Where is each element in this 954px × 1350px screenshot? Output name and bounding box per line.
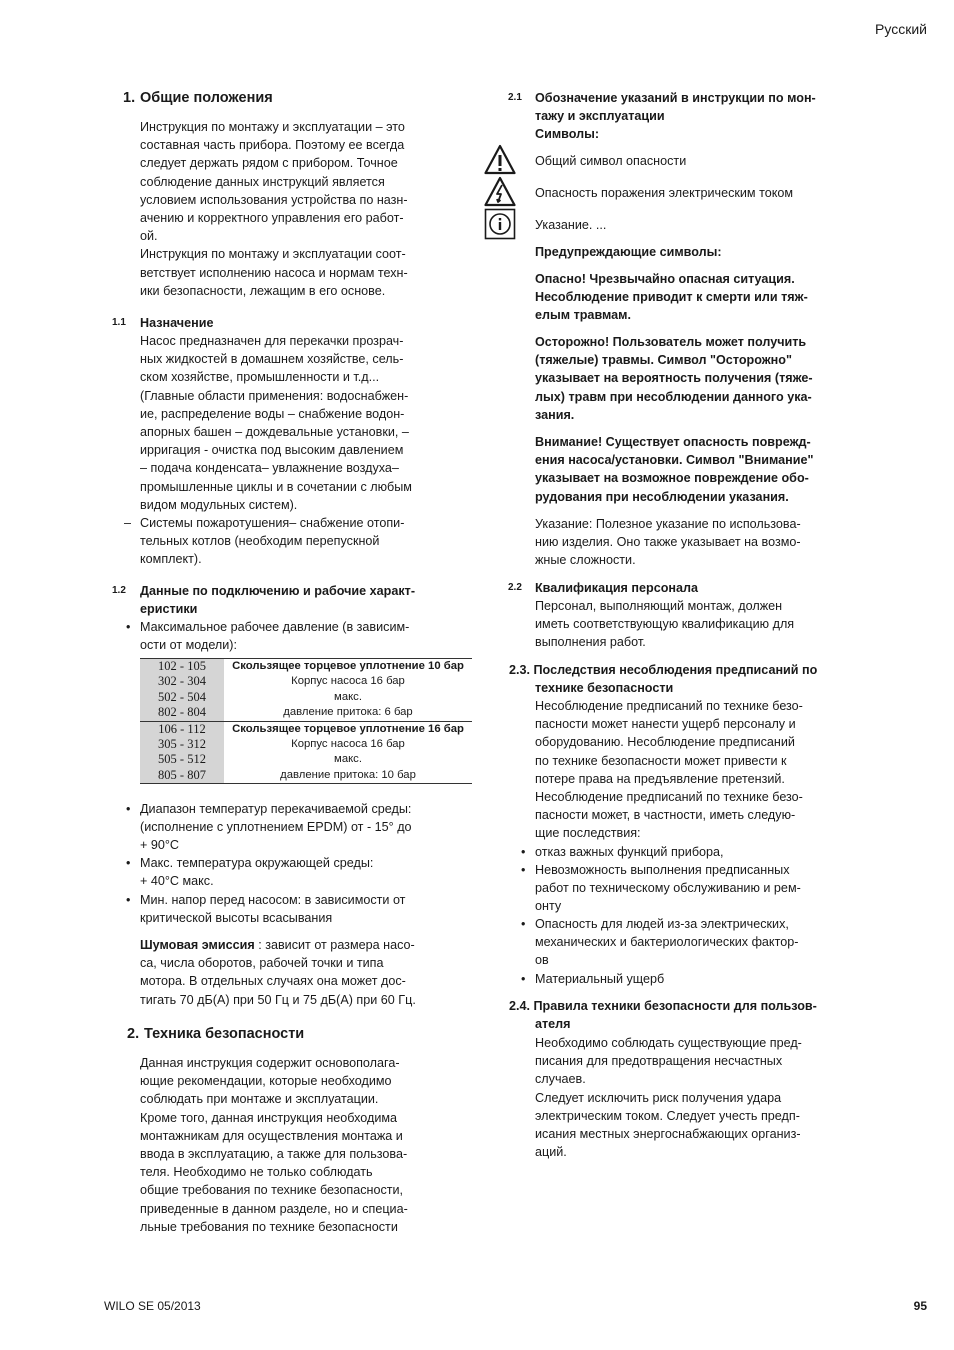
text-line: (тяжелые) травмы. Символ "Осторожно" (535, 353, 792, 368)
model-range-cell: 802 - 804 (140, 705, 224, 721)
text-line: ввода в эксплуатацию, а также для пользова- (140, 1147, 408, 1162)
table-row (140, 721, 472, 737)
text-line: теля. Необходимо не только соблюдать (140, 1165, 373, 1180)
dash-marker: – (124, 516, 132, 530)
text-line: (Главные области применения: водоснабжен- (140, 388, 409, 403)
text-line: Опасность для людей из-за электрических, (535, 917, 789, 931)
bullet-marker: • (126, 620, 131, 634)
section-title: Общие положения (140, 90, 273, 106)
text-line: аций. (535, 1145, 567, 1160)
text-line: са, числа оборотов, рабочей точки и типа (140, 956, 384, 971)
text-line: писания для предотвращения несчастных (535, 1054, 783, 1069)
bullet-marker: • (521, 863, 526, 877)
text-line: ения насоса/установки. Символ "Внимание" (535, 453, 814, 468)
text-line: ирригация - очистка под высоким давлением (140, 443, 404, 458)
section-2-1-heading (508, 89, 816, 144)
text-line: Системы пожаротушения– снабжение отопи- (140, 516, 405, 530)
spec-description-cell: давление притока: 6 бар (224, 705, 472, 721)
text-line: условием использования устройства по назн- (140, 192, 408, 207)
section-number: 1.1 (112, 317, 126, 328)
noise-label: Шумовая эмиссия (140, 938, 255, 952)
text-line: исания местных энергоснабжающих организ- (535, 1127, 801, 1142)
section-1-1-heading (112, 314, 214, 332)
warning-symbols-title: Предупреждающие символы: (535, 245, 722, 259)
text-line: промышленные циклы и в сочетании с любым (140, 479, 412, 494)
table-row (140, 752, 472, 767)
section-title-line: тажу и эксплуатации (535, 109, 665, 124)
table-row (140, 705, 472, 721)
model-range-cell: 502 - 504 (140, 690, 224, 705)
text-line: пасности может нанести ущерб персоналу и (535, 717, 796, 732)
section-title-line: еристики (140, 602, 198, 617)
text-line: ском хозяйстве, промышленности и т.д... (140, 370, 380, 385)
text-line: ных жидкостей в домашнем хозяйстве, сель- (140, 352, 404, 367)
text-line: Материальный ущерб (535, 972, 665, 986)
text-line: Следует исключить риск получения удара (535, 1090, 782, 1105)
note-text (535, 515, 801, 570)
spec-description-cell: макс. (334, 753, 362, 766)
bullet-item (126, 854, 374, 890)
text-line: ов (535, 953, 549, 968)
section-title-line: 2.3. Последствия несоблюдения предписаний по (509, 663, 818, 677)
text-line: Несоблюдение приводит к смерти или тяж- (535, 290, 808, 305)
model-range-cell: 505 - 512 (140, 752, 224, 767)
text-line: Насос предназначен для перекачки прозрач- (140, 334, 404, 348)
section-number: 2. (127, 1026, 140, 1042)
text-line: ики безопасности, лежащим в его основе. (140, 283, 386, 298)
bullet-item (521, 843, 724, 861)
text-line: жные сложности. (535, 553, 636, 568)
model-range-cell: 102 - 105 (140, 659, 224, 675)
section-2-2-text (535, 597, 794, 652)
bullet-item (521, 861, 801, 916)
text-line: пасности может, в частности, иметь следую- (535, 808, 796, 823)
text-line: механических и бактериологических фактор- (535, 935, 799, 950)
symbol-description: Указание. ... (535, 218, 607, 232)
text-line: ой. (140, 229, 158, 244)
text-line: Осторожно! Пользователь может получить (535, 335, 807, 349)
table-row (140, 737, 472, 752)
text-line: работ по техническому обслуживанию и рем- (535, 881, 801, 896)
section-1-1-text (140, 332, 412, 514)
text-line: следует держать рядом с прибором. Точное (140, 156, 398, 171)
page-number: 95 (913, 1299, 927, 1313)
section-title-line: 2.4. Правила техники безопасности для пользов- (509, 999, 817, 1013)
electric-hazard-icon (484, 176, 516, 208)
table-row (140, 690, 472, 705)
model-range-cell: 305 - 312 (140, 737, 224, 752)
section-title: Техника безопасности (144, 1026, 305, 1042)
bullet-marker: • (126, 893, 131, 907)
text-line: льные требования по технике безопасности (140, 1219, 398, 1234)
spec-description-cell: макс. (334, 690, 362, 703)
section-title-line: Символы: (535, 127, 600, 142)
text-line: – подача конденсата– увлажнение воздуха– (140, 461, 399, 476)
text-line: видом модульных систем). (140, 497, 298, 512)
caution-text (535, 333, 813, 424)
language-label: Русский (875, 21, 927, 37)
text-line: оборудованию. Несоблюдение предписаний (535, 735, 795, 750)
section-number: 1. (123, 90, 136, 106)
text-line: ие, распределение воды – снабжение водон- (140, 406, 405, 421)
text-line: отказ важных функций прибора, (535, 845, 724, 859)
text-line: лых) травм при несоблюдении данного ука- (535, 389, 812, 404)
section-title-line: Обозначение указаний в инструкции по мон- (535, 91, 816, 105)
spec-description-cell: Корпус насоса 16 бар (291, 738, 405, 751)
text-line: Невозможность выполнения предписанных (535, 863, 790, 877)
bullet-item (126, 891, 406, 927)
table-row (140, 768, 472, 784)
section-number: 2.1 (508, 92, 522, 103)
section-1-text (140, 118, 408, 300)
warning-triangle-icon (484, 144, 516, 176)
text-line: критической высоты всасывания (140, 911, 333, 926)
bullet-marker: • (126, 856, 131, 870)
text-line: Внимание! Существует опасность поврежд- (535, 435, 811, 449)
bullet-item (521, 915, 799, 970)
text-line: соблюдение данных инструкций является (140, 174, 385, 189)
bullet-marker: • (521, 972, 526, 986)
info-icon (484, 208, 516, 240)
text-line: Кроме того, данная инструкция необходима (140, 1110, 398, 1125)
bullet-marker: • (521, 845, 526, 859)
text-line: щие последствия: (535, 826, 641, 841)
text-line: ачению и корректного управления его работ- (140, 211, 404, 226)
spec-description-cell: давление притока: 10 бар (224, 768, 472, 784)
text-line: елым травмам. (535, 308, 631, 323)
text-line: указывает на вероятность получения (тяже- (535, 371, 813, 386)
text-line: Диапазон температур перекачиваемой среды: (140, 802, 412, 816)
text-line: онту (535, 899, 562, 914)
text-line: Персонал, выполняющий монтаж, должен (535, 599, 783, 613)
text-line: тигать 70 дБ(A) при 50 Гц и 75 дБ(A) при 60 Гц. (140, 992, 416, 1007)
table-row (140, 674, 472, 689)
noise-emission-text (140, 936, 416, 1009)
model-range-cell: 805 - 807 (140, 768, 224, 784)
section-2-heading (127, 1025, 305, 1043)
text-line: + 90°C (140, 838, 179, 853)
text-line: по технике безопасности может привести к (535, 753, 787, 768)
footer-company: WILO SE 05/2013 (104, 1299, 201, 1313)
bullet-marker: • (521, 917, 526, 931)
section-2-3-text (535, 697, 803, 843)
section-2-3-heading (509, 661, 817, 697)
text-line: ветствует исполнению насоса и нормам техн- (140, 265, 408, 280)
text-line: мотора. В отдельных случаях она может дос- (140, 974, 406, 989)
text-line: + 40°C макс. (140, 874, 214, 889)
section-number: 1.2 (112, 585, 126, 596)
text-line: выполнения работ. (535, 635, 646, 650)
bullet-item (126, 618, 410, 654)
text-line: случаев. (535, 1072, 586, 1087)
text-line: Указание: Полезное указание по использова- (535, 517, 801, 531)
text-line: : зависит от размера насо- (254, 938, 415, 952)
text-line: монтажникам для осуществления монтажа и (140, 1128, 403, 1143)
text-line: Инструкция по монтажу и эксплуатации соот- (140, 247, 406, 262)
section-number: 2.2 (508, 582, 522, 593)
pressure-table (140, 658, 472, 784)
text-line: приведенные в данном разделе, но и специа- (140, 1201, 408, 1216)
text-line: указывает на возможное повреждение обо- (535, 471, 809, 486)
text-line: общие требования по технике безопасности, (140, 1183, 404, 1198)
spec-description-cell: Скользящее торцевое уплотнение 10 бар (224, 659, 472, 675)
text-line: (исполнение с уплотнением EPDM) от - 15° до (140, 820, 412, 835)
section-title-line: Данные по подключению и рабочие характ- (140, 584, 416, 598)
model-range-cell: 106 - 112 (140, 721, 224, 737)
text-line: электрическим током. Следует учесть предп- (535, 1108, 800, 1123)
spec-description-cell: Корпус насоса 16 бар (291, 675, 405, 688)
text-line: Данная инструкция содержит основополага- (140, 1056, 400, 1070)
text-line: соблюдать при монтаже и эксплуатации. (140, 1092, 379, 1107)
dash-list-item (124, 514, 405, 569)
text-line: комплект). (140, 552, 202, 567)
text-line: Опасно! Чрезвычайно опасная ситуация. (535, 272, 795, 286)
symbol-description: Общий символ опасности (535, 154, 687, 168)
text-line: потере права на предъявление претензий. (535, 771, 785, 786)
text-line: Несоблюдение предписаний по технике безо- (535, 790, 803, 805)
attention-text (535, 433, 813, 506)
text-line: составная часть прибора. Поэтому ее всегда (140, 138, 405, 153)
section-2-4-text (535, 1034, 802, 1161)
model-range-cell: 302 - 304 (140, 674, 224, 689)
text-line: ющие рекомендации, которые необходимо (140, 1074, 392, 1089)
section-2-4-heading (509, 997, 817, 1033)
section-title: Квалификация персонала (535, 581, 699, 595)
text-line: Несоблюдение предписаний по технике безо- (535, 699, 803, 713)
text-line: Мин. напор перед насосом: в зависимости от (140, 893, 406, 907)
bullet-marker: • (126, 802, 131, 816)
text-line: тельных котлов (необходим перепускной (140, 534, 380, 549)
text-line: Инструкция по монтажу и эксплуатации – это (140, 120, 405, 134)
text-line: Необходимо соблюдать существующие пред- (535, 1036, 802, 1050)
section-1-heading (123, 89, 273, 107)
text-line: зания. (535, 407, 575, 422)
section-2-text (140, 1054, 408, 1236)
spec-description-cell: Скользящее торцевое уплотнение 16 бар (232, 722, 464, 735)
table-row (140, 659, 472, 675)
text-line: апорных башен – дождевальные установки, – (140, 425, 409, 440)
danger-text (535, 270, 808, 325)
text-line: рудования при несоблюдении указания. (535, 489, 789, 504)
text-line: иметь соответствующую квалификацию для (535, 617, 795, 632)
section-title-line: технике безопасности (535, 681, 674, 696)
symbol-description: Опасность поражения электрическим током (535, 186, 794, 200)
text-line: нию изделия. Оно также указывает на возмо- (535, 535, 801, 550)
text-line: Максимальное рабочее давление (в зависим- (140, 620, 410, 634)
section-title: Назначение (140, 316, 214, 330)
text-line: Макс. температура окружающей среды: (140, 856, 374, 870)
bullet-item (521, 970, 665, 988)
bullet-item (126, 800, 412, 855)
section-1-2-heading (112, 582, 416, 618)
section-2-2-heading (508, 579, 699, 597)
section-title-line: ателя (535, 1017, 571, 1032)
text-line: ости от модели): (140, 638, 237, 653)
